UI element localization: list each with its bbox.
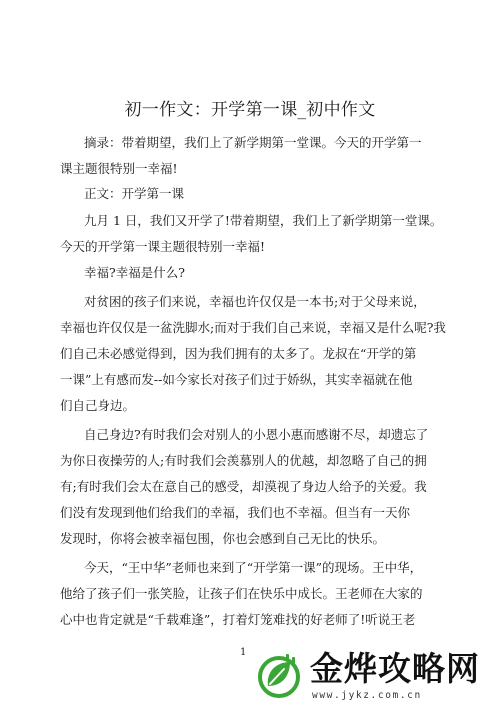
paragraph-line: 九月 1 日，我们又开学了!带着期望，我们上了新学期第一堂课。 bbox=[84, 213, 443, 228]
paragraph-line: 心中也肯定就是“千载难逢”，打着灯笼难找的好老师了!听说王老 bbox=[60, 612, 416, 627]
paragraph-line: 们自己未必感觉得到，因为我们拥有的太多了。龙叔在“开学的第 bbox=[60, 346, 417, 361]
leaf-plug-icon bbox=[256, 652, 302, 698]
paragraph-line: 们自己身边。 bbox=[60, 398, 136, 413]
paragraph-line: 对贫困的孩子们来说，幸福也许仅仅是一本书;对于父母来说， bbox=[84, 294, 426, 309]
watermark-url: www.jykz.com.cn bbox=[312, 690, 422, 701]
paragraph-line: 一课”上有感而发--如今家长对孩子们过于娇纵，其实幸福就在他 bbox=[60, 372, 413, 387]
paragraph-line: 正文：开学第一课 bbox=[84, 186, 185, 201]
paragraph-line: 幸福也许仅仅是一盆洗脚水;而对于我们自己来说，幸福又是什么呢?我 bbox=[60, 320, 446, 335]
watermark bbox=[246, 648, 496, 706]
paragraph-line: 今天的开学第一课主题很特别一幸福! bbox=[60, 239, 266, 254]
paragraph-line: 课主题很特别一幸福! bbox=[60, 161, 178, 176]
paragraph-line: 幸福?幸福是什么? bbox=[84, 265, 185, 280]
paragraph-line: 发现时，你将会被幸福包围，你也会感到自己无比的快乐。 bbox=[60, 531, 386, 546]
paragraph-line: 为你日夜操劳的人;有时我们会羡慕别人的优越，却忽略了自己的拥 bbox=[60, 453, 427, 468]
paragraph-line: 有;有时我们会太在意自己的感受，却漠视了身边人给予的关爱。我 bbox=[60, 479, 427, 494]
document-title: 初一作文：开学第一课_初中作文 bbox=[124, 100, 376, 120]
paragraph-line: 自己身边?有时我们会对别人的小恩小惠而感谢不尽，却遗忘了 bbox=[84, 427, 429, 442]
paragraph-line: 摘录：带着期望，我们上了新学期第一堂课。今天的开学第一 bbox=[84, 135, 422, 150]
watermark-brand: 金烨攻略网 bbox=[310, 649, 480, 688]
page-number: 1 bbox=[240, 647, 247, 658]
paragraph-line: 他给了孩子们一张笑脸，让孩子们在快乐中成长。王老师在大家的 bbox=[60, 586, 423, 601]
paragraph-line: 们没有发现到他们给我们的幸福，我们也不幸福。但当有一天你 bbox=[60, 505, 411, 520]
paragraph-line: 今天，“王中华”老师也来到了“开学第一课”的现场。王中华， bbox=[84, 560, 423, 575]
